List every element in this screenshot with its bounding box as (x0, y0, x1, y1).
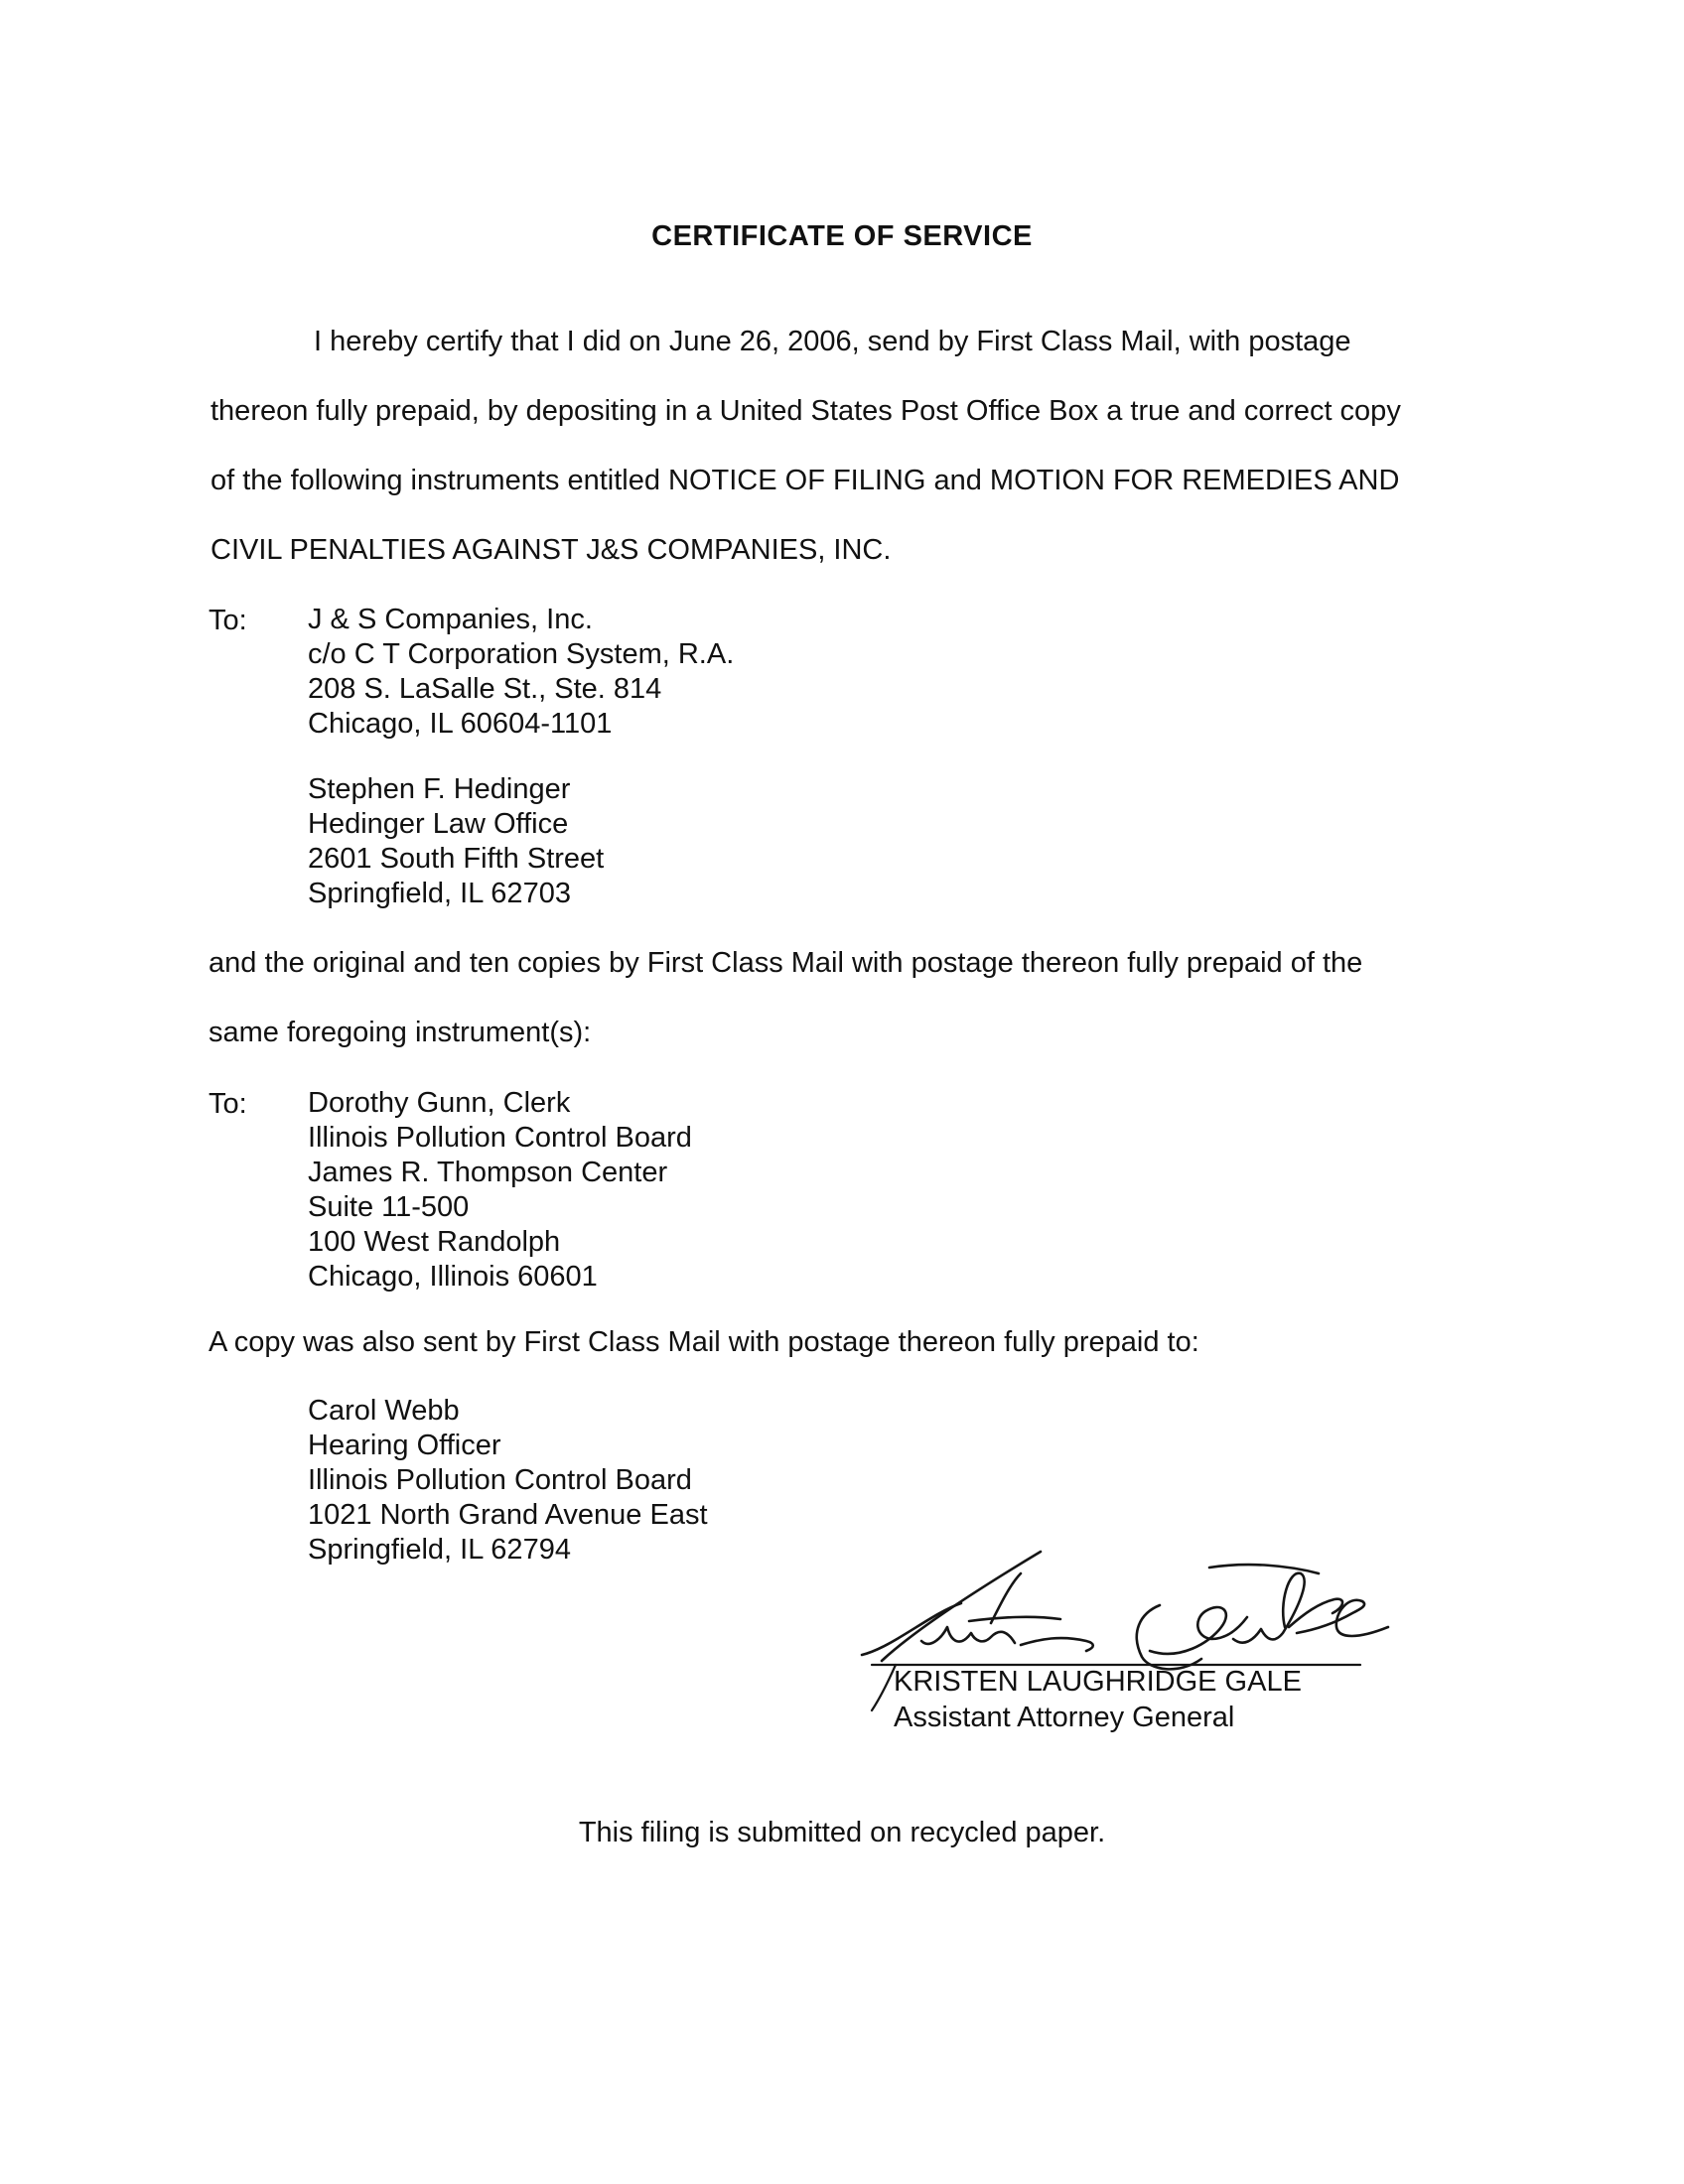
address-line: Chicago, Illinois 60601 (308, 1261, 598, 1293)
recipient-address-block (308, 1394, 708, 1568)
document-title: CERTIFICATE OF SERVICE (651, 220, 1033, 252)
address-line: James R. Thompson Center (308, 1157, 668, 1188)
signer-name: KRISTEN LAUGHRIDGE GALE (894, 1666, 1302, 1698)
paragraph-1-line-3: of the following instruments entitled NOTICE OF FILING and MOTION FOR REMEDIES AND (210, 465, 1400, 496)
signer-title: Assistant Attorney General (894, 1702, 1235, 1733)
paragraph-1-line-4: CIVIL PENALTIES AGAINST J&S COMPANIES, INC. (210, 534, 892, 566)
address-line: 1021 North Grand Avenue East (308, 1499, 708, 1531)
recipient-address-block (308, 603, 734, 742)
address-line: 2601 South Fifth Street (308, 843, 605, 875)
recipient-address-block (308, 772, 604, 911)
address-line: J & S Companies, Inc. (308, 604, 593, 635)
paragraph-2-line-2: same foregoing instrument(s): (209, 1017, 592, 1048)
address-line: Hearing Officer (308, 1430, 501, 1461)
address-line: Springfield, IL 62794 (308, 1534, 571, 1566)
paragraph-1-line-2: thereon fully prepaid, by depositing in a United States Post Office Box a true and correct copy (210, 395, 1401, 427)
address-line: 208 S. LaSalle St., Ste. 814 (308, 673, 662, 705)
address-line: Springfield, IL 62703 (308, 878, 571, 909)
address-line: 100 West Randolph (308, 1226, 561, 1258)
address-line: c/o C T Corporation System, R.A. (308, 638, 735, 670)
address-line: Illinois Pollution Control Board (308, 1464, 692, 1496)
address-line: Stephen F. Hedinger (308, 773, 571, 805)
footer-note: This filing is submitted on recycled paper. (578, 1817, 1106, 1848)
address-line: Carol Webb (308, 1395, 460, 1427)
paragraph-3: A copy was also sent by First Class Mail with postage thereon fully prepaid to: (209, 1326, 1199, 1358)
address-line: Suite 11-500 (308, 1191, 470, 1223)
address-line: Chicago, IL 60604-1101 (308, 708, 613, 740)
address-line: Dorothy Gunn, Clerk (308, 1087, 571, 1119)
address-line: Illinois Pollution Control Board (308, 1122, 692, 1154)
paragraph-2-line-1: and the original and ten copies by First Class Mail with postage thereon fully prepaid of the (209, 947, 1363, 979)
address-line: Hedinger Law Office (308, 808, 569, 840)
to-label-2: To: (209, 1088, 247, 1120)
to-label-1: To: (209, 605, 247, 636)
paragraph-1-line-1: I hereby certify that I did on June 26, 2006, send by First Class Mail, with postage (314, 326, 1351, 357)
recipient-address-block (308, 1086, 692, 1295)
